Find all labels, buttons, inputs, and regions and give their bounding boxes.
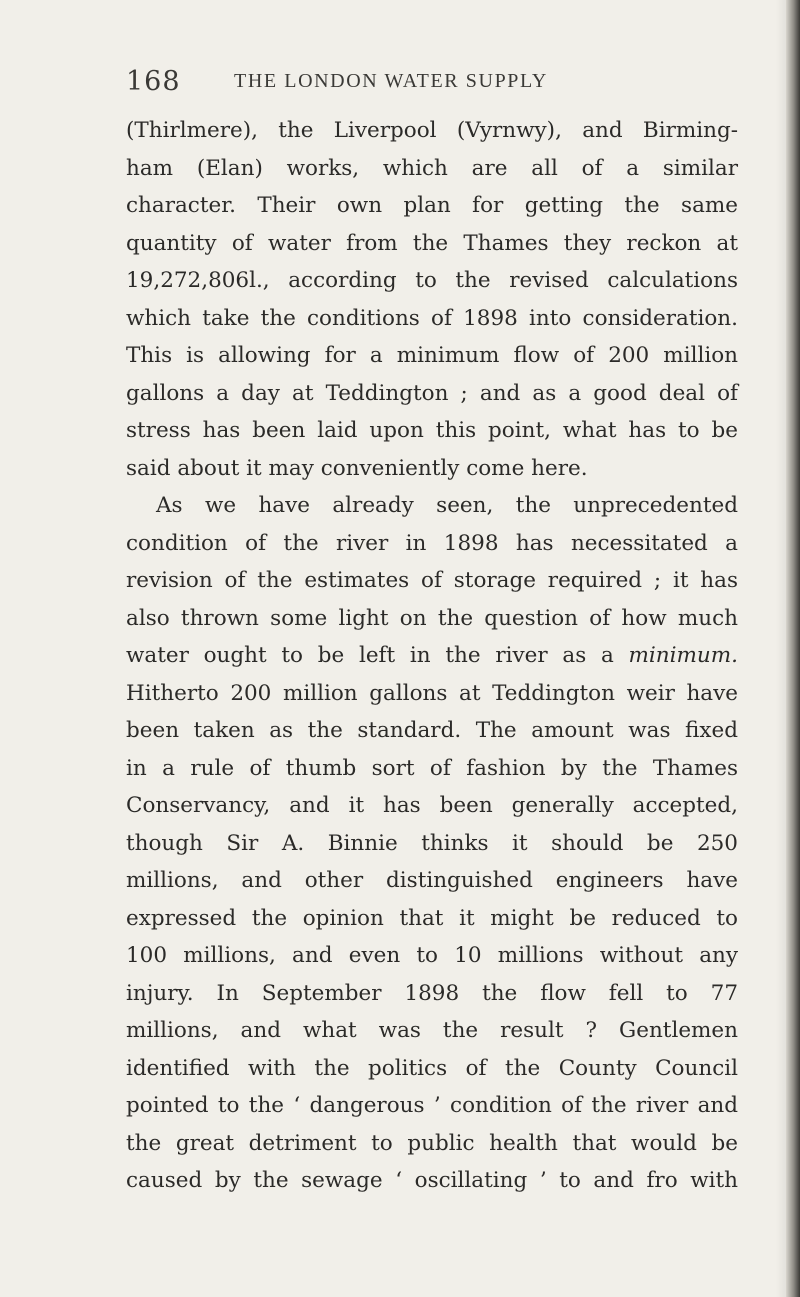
text-line: ham (Elan) works, which are all of a similar bbox=[126, 155, 738, 181]
text-line: condition of the river in 1898 has necessitated a bbox=[126, 530, 738, 556]
text-line: pointed to the ‘ dangerous ’ condition of the river and bbox=[126, 1093, 738, 1118]
text-line: which take the conditions of 1898 into consideration. bbox=[126, 305, 738, 331]
text-line: Hitherto 200 million gallons at Teddington weir have bbox=[126, 680, 738, 706]
running-head bbox=[126, 66, 746, 100]
text-line: though Sir A. Binnie thinks it should be 250 bbox=[126, 830, 738, 856]
text-line: This is allowing for a minimum flow of 200 million bbox=[126, 343, 738, 368]
text-line: the great detriment to public health that would be bbox=[126, 1130, 738, 1156]
text-line: injury. In September 1898 the flow fell to 77 bbox=[126, 980, 738, 1006]
paragraph-1 bbox=[126, 112, 738, 487]
text-line: said about it may conveniently come here. bbox=[126, 455, 588, 481]
text-run: water ought to be left in the river as a bbox=[126, 643, 629, 668]
text-line: (Thirlmere), the Liverpool (Vyrnwy), and Birming- bbox=[126, 118, 738, 143]
text-line: identified with the politics of the County Council bbox=[126, 1055, 738, 1081]
text-line: millions, and what was the result ? Gentlemen bbox=[126, 1018, 738, 1043]
text-line: stress has been laid upon this point, what has to be bbox=[126, 418, 738, 443]
text-line: quantity of water from the Thames they reckon at bbox=[126, 230, 738, 256]
running-title: THE LONDON WATER SUPPLY bbox=[234, 70, 548, 92]
text-line: expressed the opinion that it might be reduced to bbox=[126, 905, 738, 931]
text-line: character. Their own plan for getting the same bbox=[126, 193, 738, 218]
page-edge bbox=[786, 0, 800, 1297]
text-line: revision of the estimates of storage required ; it has bbox=[126, 568, 738, 593]
text-line: 100 millions, and even to 10 millions without any bbox=[126, 943, 738, 968]
page-edge-shadow bbox=[776, 0, 786, 1297]
text-line: 19,272,806l., according to the revised calculations bbox=[126, 268, 738, 293]
page-number: 168 bbox=[126, 66, 181, 97]
text-line: in a rule of thumb sort of fashion by the Thames bbox=[126, 755, 738, 781]
text-line: gallons a day at Teddington ; and as a good deal of bbox=[126, 380, 738, 406]
text-line: As we have already seen, the unprecedented bbox=[156, 493, 738, 518]
text-line: been taken as the standard. The amount was fixed bbox=[126, 718, 738, 743]
italic-word: minimum. bbox=[628, 643, 738, 668]
body-text bbox=[126, 112, 738, 1200]
text-line bbox=[126, 637, 738, 675]
paragraph-2 bbox=[126, 487, 738, 1200]
text-line: caused by the sewage ‘ oscillating ’ to and fro with bbox=[126, 1168, 738, 1193]
text-line: also thrown some light on the question of how much bbox=[126, 605, 738, 631]
text-line: millions, and other distinguished engineers have bbox=[126, 868, 738, 893]
text-line: Conservancy, and it has been generally accepted, bbox=[126, 793, 738, 818]
